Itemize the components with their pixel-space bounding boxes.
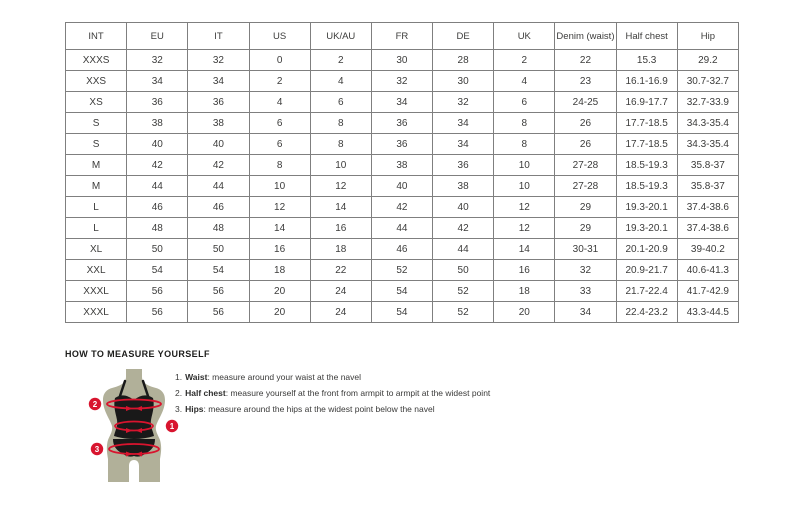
instruction-text: : measure around your waist at the navel [207, 372, 362, 382]
table-cell: 35.8-37 [677, 155, 738, 176]
column-header: Half chest [616, 23, 677, 50]
table-cell: 14 [310, 197, 371, 218]
table-cell: 20 [249, 281, 310, 302]
table-cell: 20 [494, 302, 555, 323]
table-row [66, 71, 739, 92]
table-cell: 16 [494, 260, 555, 281]
table-cell: 36 [371, 134, 432, 155]
table-cell: 46 [188, 197, 249, 218]
table-cell: 4 [249, 92, 310, 113]
instruction-item [175, 405, 490, 414]
column-header: UK/AU [310, 23, 371, 50]
table-cell: 0 [249, 50, 310, 71]
table-cell: 12 [494, 197, 555, 218]
table-cell: 46 [371, 239, 432, 260]
table-row [66, 197, 739, 218]
table-cell: 50 [433, 260, 494, 281]
table-cell: 16 [310, 218, 371, 239]
table-cell: M [66, 155, 127, 176]
table-cell: 10 [310, 155, 371, 176]
table-cell: 42 [188, 155, 249, 176]
table-cell: 52 [433, 302, 494, 323]
table-cell: 32 [127, 50, 188, 71]
column-header: EU [127, 23, 188, 50]
table-cell: 52 [433, 281, 494, 302]
badge-hips-number: 3 [94, 444, 100, 454]
table-cell: 14 [249, 218, 310, 239]
table-cell: 18 [310, 239, 371, 260]
table-row [66, 134, 739, 155]
table-cell: 12 [310, 176, 371, 197]
table-cell: 52 [371, 260, 432, 281]
table-row [66, 113, 739, 134]
table-cell: 15.3 [616, 50, 677, 71]
table-cell: 32 [433, 92, 494, 113]
instruction-text: : measure around the hips at the widest point below the navel [203, 404, 435, 414]
table-cell: 2 [310, 50, 371, 71]
table-cell: 6 [249, 113, 310, 134]
instruction-item [175, 373, 490, 382]
table-cell: 30.7-32.7 [677, 71, 738, 92]
table-cell: 35.8-37 [677, 176, 738, 197]
table-cell: 6 [249, 134, 310, 155]
table-cell: 20.9-21.7 [616, 260, 677, 281]
table-cell: 29 [555, 218, 616, 239]
table-cell: 8 [310, 113, 371, 134]
badge-half-chest-number: 2 [92, 399, 98, 409]
table-cell: 56 [188, 281, 249, 302]
table-cell: 32 [371, 71, 432, 92]
table-cell: 27-28 [555, 155, 616, 176]
instruction-label: Half chest [185, 388, 226, 398]
table-cell: 24 [310, 281, 371, 302]
table-row [66, 92, 739, 113]
table-cell: 6 [310, 92, 371, 113]
table-cell: 22 [310, 260, 371, 281]
table-cell: 27-28 [555, 176, 616, 197]
table-cell: 42 [127, 155, 188, 176]
column-header: UK [494, 23, 555, 50]
instruction-label: Waist [185, 372, 208, 382]
table-cell: 2 [494, 50, 555, 71]
table-cell: 22 [555, 50, 616, 71]
table-cell: 39-40.2 [677, 239, 738, 260]
table-row [66, 239, 739, 260]
table-cell: 26 [555, 134, 616, 155]
table-cell: 56 [127, 281, 188, 302]
instruction-item [175, 389, 490, 398]
table-cell: 10 [249, 176, 310, 197]
column-header: US [249, 23, 310, 50]
table-cell: 24-25 [555, 92, 616, 113]
table-cell: XXS [66, 71, 127, 92]
table-cell: 18.5-19.3 [616, 155, 677, 176]
table-cell: 16.9-17.7 [616, 92, 677, 113]
instruction-text: : measure yourself at the front from armpit to armpit at the widest point [225, 388, 491, 398]
table-cell: 44 [433, 239, 494, 260]
table-cell: 18 [249, 260, 310, 281]
instruction-number: 3. [175, 404, 183, 414]
table-cell: 34 [433, 134, 494, 155]
table-cell: 34 [555, 302, 616, 323]
table-cell: 42 [433, 218, 494, 239]
table-cell: L [66, 197, 127, 218]
table-cell: 38 [188, 113, 249, 134]
table-cell: 8 [494, 134, 555, 155]
table-cell: 10 [494, 176, 555, 197]
table-cell: 16.1-16.9 [616, 71, 677, 92]
table-cell: 12 [249, 197, 310, 218]
table-cell: 38 [433, 176, 494, 197]
table-cell: 23 [555, 71, 616, 92]
table-cell: 40.6-41.3 [677, 260, 738, 281]
table-cell: 20 [249, 302, 310, 323]
instruction-number: 1. [175, 372, 183, 382]
table-cell: 36 [188, 92, 249, 113]
table-cell: 41.7-42.9 [677, 281, 738, 302]
table-cell: 42 [371, 197, 432, 218]
table-cell: 40 [371, 176, 432, 197]
table-cell: 40 [188, 134, 249, 155]
table-cell: 26 [555, 113, 616, 134]
table-cell: 32.7-33.9 [677, 92, 738, 113]
measure-section-title: HOW TO MEASURE YOURSELF [65, 349, 210, 359]
table-cell: 8 [494, 113, 555, 134]
table-cell: 37.4-38.6 [677, 197, 738, 218]
table-cell: 34.3-35.4 [677, 134, 738, 155]
table-cell: 28 [433, 50, 494, 71]
table-cell: XL [66, 239, 127, 260]
table-cell: S [66, 134, 127, 155]
table-cell: 44 [188, 176, 249, 197]
table-cell: 33 [555, 281, 616, 302]
table-cell: 30-31 [555, 239, 616, 260]
table-cell: 46 [127, 197, 188, 218]
table-row [66, 260, 739, 281]
table-cell: 8 [249, 155, 310, 176]
table-cell: 17.7-18.5 [616, 113, 677, 134]
table-cell: XXL [66, 260, 127, 281]
column-header: Denim (waist) [555, 23, 616, 50]
table-cell: 54 [371, 302, 432, 323]
table-cell: 40 [127, 134, 188, 155]
table-cell: 17.7-18.5 [616, 134, 677, 155]
instruction-label: Hips [185, 404, 204, 414]
table-cell: S [66, 113, 127, 134]
table-cell: 6 [494, 92, 555, 113]
table-cell: 29.2 [677, 50, 738, 71]
header-row [66, 23, 739, 50]
measurement-diagram [84, 369, 184, 487]
table-cell: 37.4-38.6 [677, 218, 738, 239]
table-row [66, 50, 739, 71]
table-cell: 20.1-20.9 [616, 239, 677, 260]
table-cell: 36 [433, 155, 494, 176]
table-row [66, 218, 739, 239]
table-cell: XXXL [66, 281, 127, 302]
table-cell: 43.3-44.5 [677, 302, 738, 323]
table-cell: 54 [127, 260, 188, 281]
table-cell: 50 [188, 239, 249, 260]
table-row [66, 281, 739, 302]
table-cell: 34 [188, 71, 249, 92]
table-cell: 4 [310, 71, 371, 92]
table-cell: 38 [127, 113, 188, 134]
table-cell: 30 [371, 50, 432, 71]
table-cell: 18.5-19.3 [616, 176, 677, 197]
table-cell: 29 [555, 197, 616, 218]
column-header: IT [188, 23, 249, 50]
table-cell: 36 [371, 113, 432, 134]
table-cell: 21.7-22.4 [616, 281, 677, 302]
table-cell: 32 [555, 260, 616, 281]
table-row [66, 155, 739, 176]
column-header: INT [66, 23, 127, 50]
table-cell: 10 [494, 155, 555, 176]
instruction-number: 2. [175, 388, 183, 398]
table-row [66, 176, 739, 197]
table-cell: 18 [494, 281, 555, 302]
table-cell: 44 [127, 176, 188, 197]
table-cell: 24 [310, 302, 371, 323]
badge-waist-number: 1 [169, 421, 175, 431]
table-cell: XXXS [66, 50, 127, 71]
table-cell: 8 [310, 134, 371, 155]
table-cell: 30 [433, 71, 494, 92]
table-cell: 44 [371, 218, 432, 239]
table-cell: 19.3-20.1 [616, 218, 677, 239]
table-cell: 12 [494, 218, 555, 239]
table-cell: 40 [433, 197, 494, 218]
table-cell: 4 [494, 71, 555, 92]
table-cell: 2 [249, 71, 310, 92]
table-cell: 54 [371, 281, 432, 302]
table-cell: 14 [494, 239, 555, 260]
table-cell: 36 [127, 92, 188, 113]
size-chart-section [65, 22, 739, 323]
column-header: DE [433, 23, 494, 50]
table-cell: 34 [371, 92, 432, 113]
table-cell: 50 [127, 239, 188, 260]
table-cell: 16 [249, 239, 310, 260]
table-cell: 56 [127, 302, 188, 323]
table-cell: 38 [371, 155, 432, 176]
table-cell: 54 [188, 260, 249, 281]
table-cell: 34 [127, 71, 188, 92]
size-chart-table [65, 22, 739, 323]
table-cell: L [66, 218, 127, 239]
table-cell: 48 [188, 218, 249, 239]
table-cell: 22.4-23.2 [616, 302, 677, 323]
table-cell: 32 [188, 50, 249, 71]
column-header: Hip [677, 23, 738, 50]
table-cell: XXXL [66, 302, 127, 323]
table-row [66, 302, 739, 323]
table-cell: XS [66, 92, 127, 113]
table-cell: 56 [188, 302, 249, 323]
column-header: FR [371, 23, 432, 50]
table-cell: M [66, 176, 127, 197]
table-cell: 48 [127, 218, 188, 239]
table-cell: 19.3-20.1 [616, 197, 677, 218]
instruction-list [175, 373, 490, 421]
table-cell: 34 [433, 113, 494, 134]
table-cell: 34.3-35.4 [677, 113, 738, 134]
